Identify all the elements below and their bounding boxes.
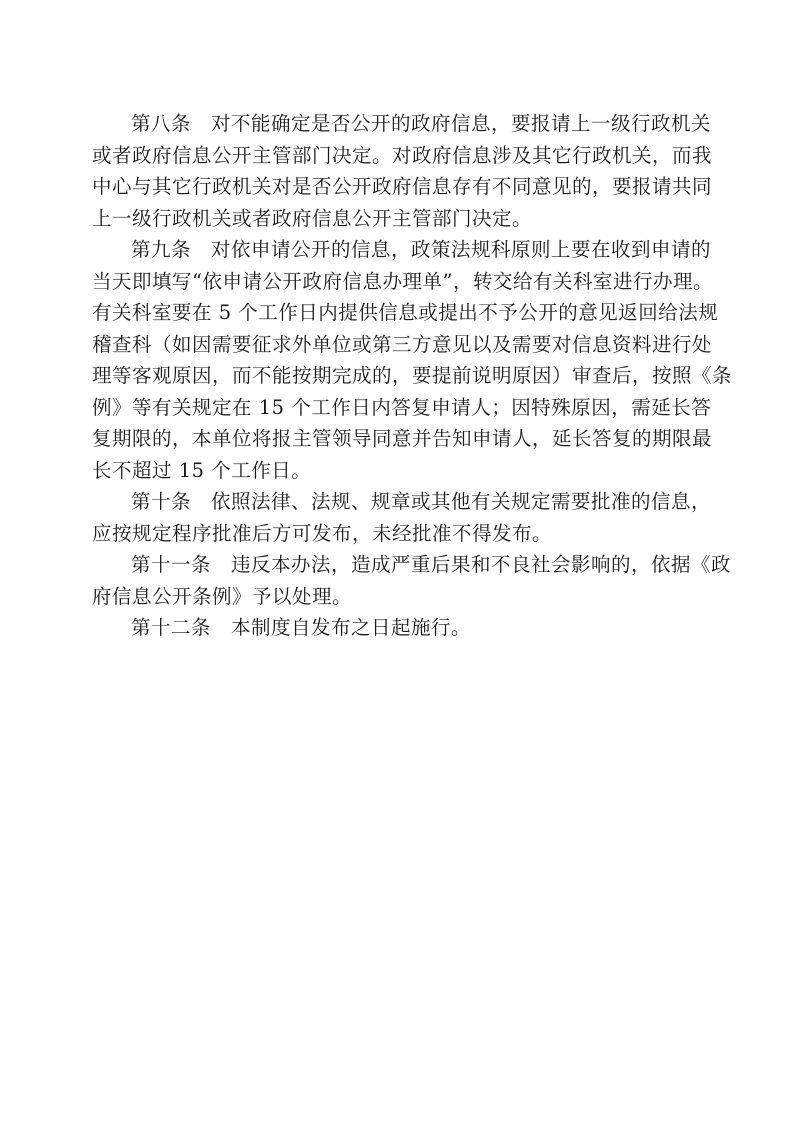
article-8-line-1: 第八条 对不能确定是否公开的政府信息，要报请上一级行政机关 (131, 112, 712, 135)
article-11 (92, 549, 732, 612)
article-8-line-2: 或者政府信息公开主管部门决定。对政府信息涉及其它行政机关，而我 (92, 143, 713, 167)
article-12-line-1: 第十二条 本制度自发布之日起施行。 (131, 616, 472, 639)
article-9-line-5: 理等客观原因，而不能按期完成的，要提前说明原因）审查后，按照《条 (92, 364, 733, 387)
article-11-line-1: 第十一条 违反本办法，造成严重后果和不良社会影响的，依据《政 (131, 553, 732, 576)
article-8-line-4: 上一级行政机关或者政府信息公开主管部门决定。 (92, 206, 533, 230)
article-9-line-1: 第九条 对依申请公开的信息，政策法规科原则上要在收到申请的 (131, 238, 712, 261)
article-11-line-2: 府信息公开条例》予以处理。 (92, 584, 353, 608)
article-12 (92, 612, 712, 644)
article-9-line-7: 复期限的，本单位将报主管领导同意并告知申请人，延长答复的期限最 (92, 427, 713, 450)
article-10-line-1: 第十条 依照法律、法规、规章或其他有关规定需要批准的信息， (131, 490, 712, 513)
article-8-line-3: 中心与其它行政机关对是否公开政府信息存有不同意见的，要报请共同 (92, 175, 713, 198)
article-10-line-2: 应按规定程序批准后方可发布，未经批准不得发布。 (92, 521, 553, 545)
article-10 (92, 486, 712, 549)
article-9-line-3: 有关科室要在 5 个工作日内提供信息或提出不予公开的意见返回给法规 (92, 301, 719, 324)
article-9-line-6: 例》等有关规定在 15 个工作日内答复申请人；因特殊原因，需延长答 (92, 395, 712, 419)
article-9-line-2: 当天即填写“依申请公开政府信息办理单”，转交给有关科室进行办理。 (92, 269, 713, 293)
article-8 (92, 108, 712, 234)
article-9-line-8: 长不超过 15 个工作日。 (92, 458, 312, 482)
document-body (92, 108, 733, 644)
article-9 (92, 234, 733, 486)
article-9-line-4: 稽查科（如因需要征求外单位或第三方意见以及需要对信息资料进行处 (92, 332, 713, 356)
